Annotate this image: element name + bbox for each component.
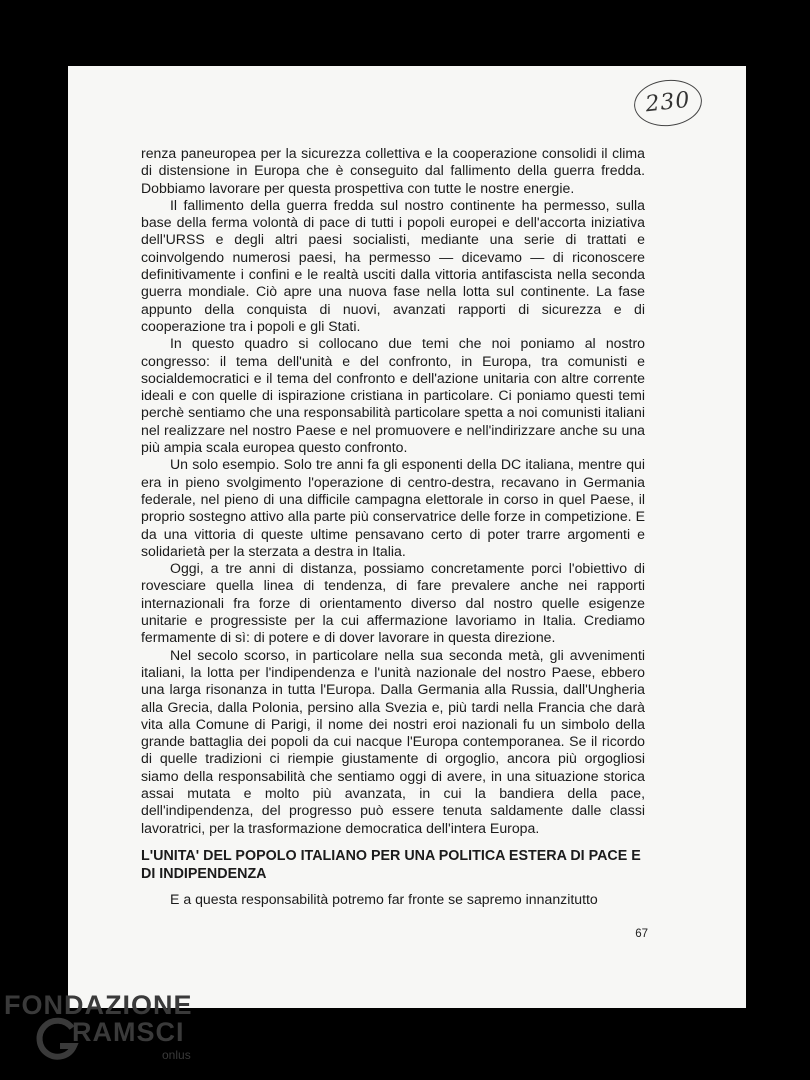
page-number: 67 [635, 928, 648, 940]
section-heading: L'UNITA' DEL POPOLO ITALIANO PER UNA POLITICA ESTERA DI PACE E DI INDIPENDENZA [141, 848, 641, 882]
paragraph: renza paneuropea per la sicurezza collettiva e la cooperazione consolidi il clima di distensione in Europa che è conseguito dal fallimento della guerra fredda. Dobbiamo lavorare per questa prospettiva con tutte le nostre energie. [141, 145, 645, 196]
document-page [68, 66, 746, 1008]
watermark-line2: RAMSCI [72, 1017, 185, 1047]
paragraph: In questo quadro si collocano due temi che noi poniamo al nostro congresso: il tema dell'unità e del confronto, in Europa, tra comunisti e socialdemocratici e il tema del confronto e dell'azione unitaria con altre corrente ideali e con quelle di ispirazione cristiana in particolare. Ci poniamo questi temi perchè sentiamo che una responsabilità particolare spetta a noi comunisti italiani nel realizzare nel nostro Paese e nel promuovere e nell'indirizzare anche su una più ampia scala europea questo confronto. [141, 335, 645, 456]
handwritten-page-number-text: 230 [644, 87, 692, 118]
paragraph: Un solo esempio. Solo tre anni fa gli esponenti della DC italiana, mentre qui era in pieno svolgimento l'operazione di centro-destra, recavano in Germania federale, nel pieno di una difficile campagna elettorale in corso in quel Paese, il proprio sostegno attivo alla parte più conservatrice delle forze in competizione. E da una vittoria di queste ultime pensavano certo di poter trarre argomenti e solidarietà per la sterzata a destra in Italia. [141, 456, 645, 559]
paragraph-continuation: E a questa responsabilità potremo far fronte se sapremo innanzitutto [170, 891, 598, 907]
paragraph: Nel secolo scorso, in particolare nella sua seconda metà, gli avvenimenti italiani, la lotta per l'indipendenza e l'unità nazionale del nostro Paese, ebbero una larga risonanza in tutta l'Europa. Dalla Germania alla Russia, dall'Ungheria alla Grecia, dalla Polonia, persino alla Svezia e, più tardi nella Francia che darà vita alla Comune di Parigi, il nome dei nostri eroi nazionali fu un simbolo della grande battaglia dei popoli da cui nacque l'Europa contemporanea. Se il ricordo di quelle tradizioni ci riempie giustamente di orgoglio, ancora più orgogliosi siamo della responsabilità che sentiamo oggi di avere, in una situazione storica assai mutata e molto più avanzata, in cui la bandiera della pace, dell'indipendenza, del progresso può essere tenuta saldamente dalle classi lavoratrici, per la trasformazione democratica dell'intera Europa. [141, 646, 645, 836]
paragraph: Il fallimento della guerra fredda sul nostro continente ha permesso, sulla base della ferma volontà di pace di tutti i popoli europei e dell'accorta iniziativa dell'URSS e degli altri paesi socialisti, mediante una serie di trattati e coinvolgendo numerosi paesi, ha permesso — dicevamo — di riconoscere definitivamente i confini e le realtà usciti dalla vittoria antifascista nella seconda guerra mondiale. Ciò apre una nuova fase nella lotta sul continente. La fase appunto della conquista di nuovi, avanzati rapporti di sicurezza e di cooperazione tra i popoli e gli Stati. [141, 196, 645, 334]
handwritten-page-number [632, 77, 704, 130]
watermark-suffix: onlus [162, 1048, 191, 1062]
fondazione-gramsci-watermark [2, 990, 202, 1070]
paragraph: Oggi, a tre anni di distanza, possiamo concretamente porci l'obiettivo di rovesciare quella linea di tendenza, di fare prevalere anche nei rapporti internazionali fra forze di orientamento diverso dal nostro quelle esigenze unitarie e progressiste per la cui affermazione lavoriamo in Italia. Crediamo fermamente di sì: di potere e di dover lavorare in questa direzione. [141, 560, 645, 646]
watermark-line1: FONDAZIONE [4, 990, 193, 1020]
body-text [141, 145, 645, 837]
